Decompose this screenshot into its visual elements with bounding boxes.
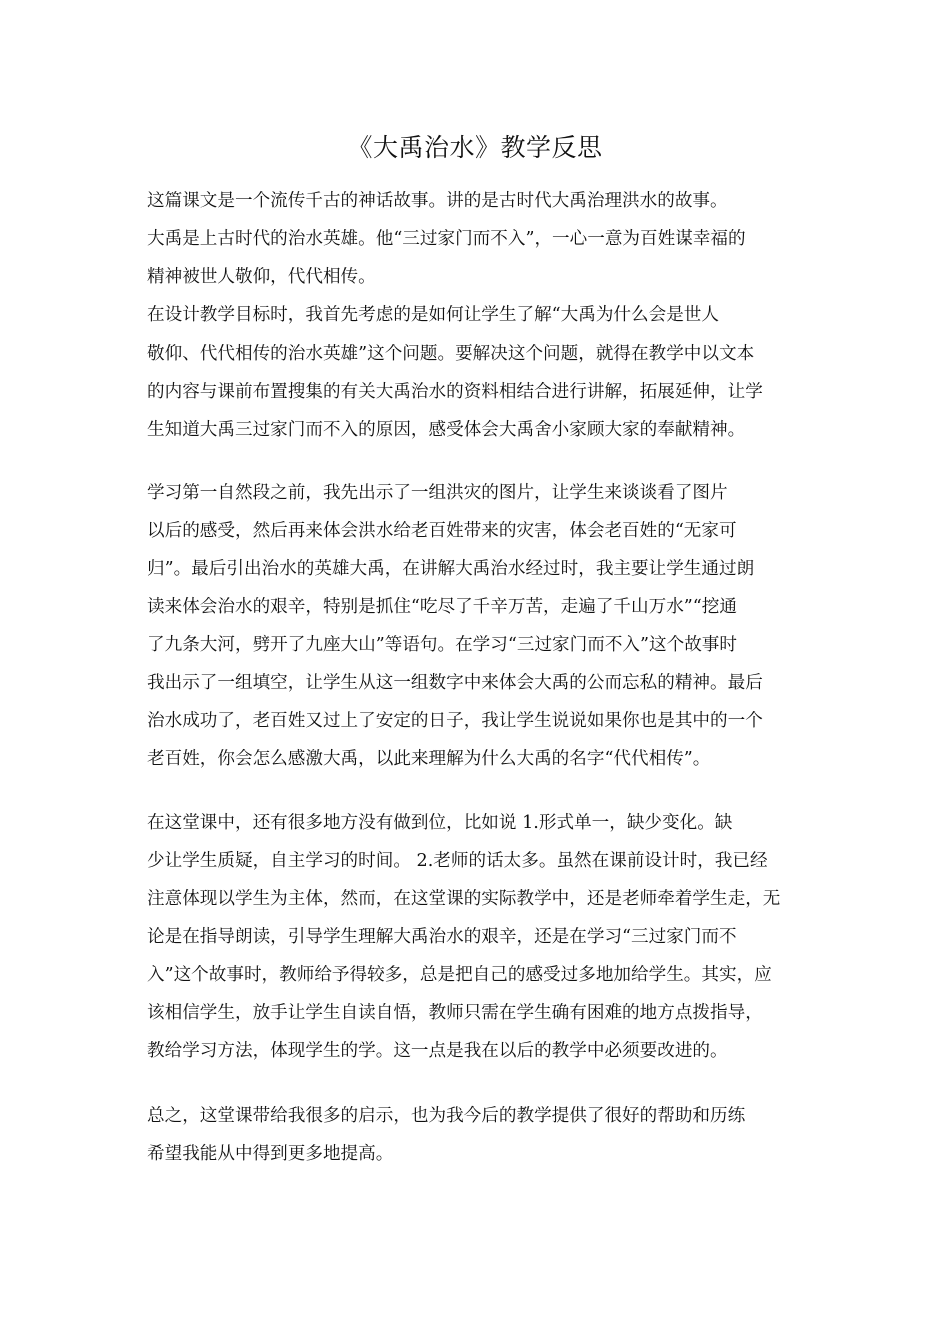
text-line: 该相信学生，放手让学生自读自悟，教师只需在学生确有困难的地方点拨指导， bbox=[147, 1003, 763, 1023]
text-line: 这篇课文是一个流传千古的神话故事。讲的是古时代大禹治理洪水的故事。 bbox=[147, 191, 728, 211]
text-line: 治水成功了，老百姓又过上了安定的日子，我让学生说说如果你也是其中的一个 bbox=[147, 711, 763, 731]
text-line: 少让学生质疑，自主学习的时间。 2.老师的话太多。虽然在课前设计时，我已经 bbox=[147, 851, 768, 871]
text-line: 我出示了一组填空，让学生从这一组数字中来体会大禹的公而忘私的精神。最后 bbox=[147, 673, 763, 693]
text-line: 论是在指导朗读，引导学生理解大禹治水的艰辛，还是在学习“三过家门而不 bbox=[147, 927, 737, 947]
text-line: 教给学习方法，体现学生的学。这一点是我在以后的教学中必须要改进的。 bbox=[147, 1041, 728, 1061]
text-line: 归”。最后引出治水的英雄大禹，在讲解大禹治水经过时，我主要让学生通过朗 bbox=[147, 559, 755, 579]
document-title: 《大禹治水》教学反思 bbox=[347, 133, 603, 162]
text-line: 生知道大禹三过家门而不入的原因，感受体会大禹舍小家顾大家的奉献精神。 bbox=[147, 420, 746, 440]
text-line: 的内容与课前布置搜集的有关大禹治水的资料相结合进行讲解，拓展延伸，让学 bbox=[147, 382, 763, 402]
text-line: 学习第一自然段之前，我先出示了一组洪灾的图片，让学生来谈谈看了图片 bbox=[147, 483, 728, 503]
text-line: 了九条大河，劈开了九座大山”等语句。在学习“三过家门而不入”这个故事时 bbox=[147, 635, 737, 655]
text-line: 读来体会治水的艰辛，特别是抓住“吃尽了千辛万苦，走遍了千山万水”“挖通 bbox=[147, 597, 737, 617]
text-line: 注意体现以学生为主体，然而，在这堂课的实际教学中，还是老师牵着学生走，无 bbox=[147, 889, 781, 909]
text-line: 总之，这堂课带给我很多的启示，也为我今后的教学提供了很好的帮助和历练 bbox=[147, 1106, 746, 1126]
text-line: 老百姓，你会怎么感激大禹，以此来理解为什么大禹的名字“代代相传”。 bbox=[147, 749, 711, 769]
text-line: 在设计教学目标时，我首先考虑的是如何让学生了解“大禹为什么会是世人 bbox=[147, 305, 719, 325]
text-line: 希望我能从中得到更多地提高。 bbox=[147, 1144, 394, 1164]
text-line: 敬仰、代代相传的治水英雄”这个问题。要解决这个问题，就得在教学中以文本 bbox=[147, 344, 755, 364]
text-line: 大禹是上古时代的治水英雄。他“三过家门而不入”，一心一意为百姓谋幸福的 bbox=[147, 229, 746, 249]
text-line: 在这堂课中，还有很多地方没有做到位，比如说 1.形式单一，缺少变化。缺 bbox=[147, 813, 733, 833]
text-line: 入”这个故事时，教师给予得较多，总是把自己的感受过多地加给学生。其实，应 bbox=[147, 965, 772, 985]
text-line: 以后的感受，然后再来体会洪水给老百姓带来的灾害，体会老百姓的“无家可 bbox=[147, 521, 737, 541]
text-line: 精神被世人敬仰，代代相传。 bbox=[147, 267, 376, 287]
